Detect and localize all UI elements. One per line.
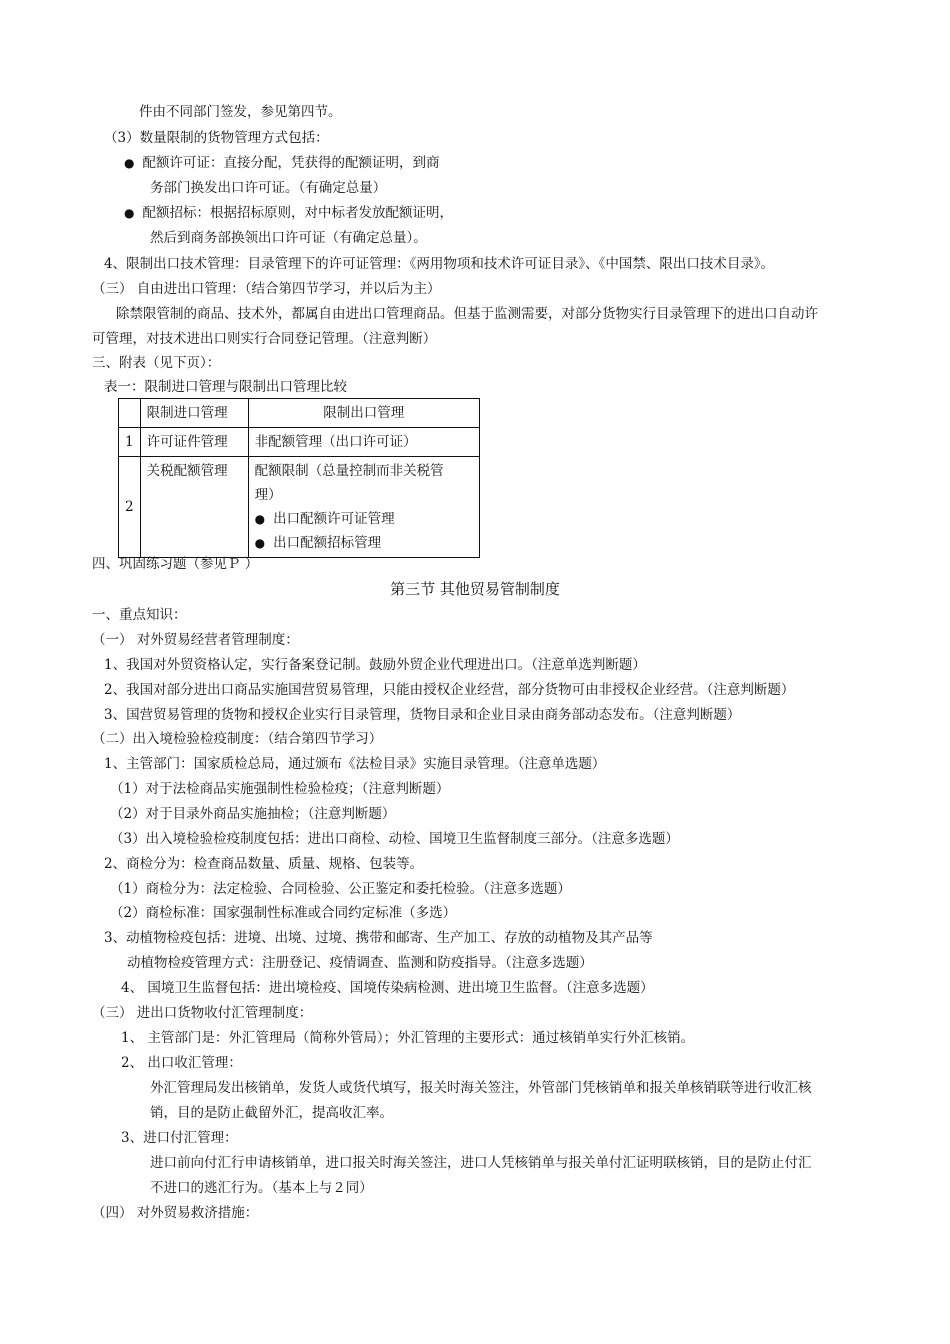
export-line-1: 配额限制（总量控制而非关税管 bbox=[254, 463, 444, 479]
text-line: 件由不同部门签发，参见第四节。 bbox=[139, 104, 342, 120]
table-row bbox=[119, 457, 480, 558]
text-line: 一、重点知识： bbox=[92, 607, 187, 623]
text-line: （三） 进出口货物收付汇管理制度： bbox=[92, 1005, 313, 1021]
text-line: 2、商检分为：检查商品数量、质量、规格、包装等。 bbox=[104, 856, 424, 872]
export-line-2: 理） bbox=[254, 487, 282, 503]
text-line: 1、 主管部门是：外汇管理局（简称外管局）；外汇管理的主要形式：通过核销单实行外汇核销。 bbox=[121, 1030, 695, 1046]
table-cell-export bbox=[248, 457, 479, 558]
text-line: 除禁限管制的商品、技术外，都属自由进出口管理商品。但基于监测需要，对部分货物实行目录管理下的进出口自动许 bbox=[116, 306, 818, 322]
text-line: （3）数量限制的货物管理方式包括： bbox=[104, 130, 329, 146]
table-row-num: 1 bbox=[119, 428, 141, 457]
text-line: （二）出入境检验检疫制度：（结合第四节学习） bbox=[92, 731, 383, 747]
text-line: 4、 国境卫生监督包括：进出境检疫、国境传染病检测、进出境卫生监督。（注意多选题） bbox=[121, 980, 654, 996]
table-cell-import: 许可证件管理 bbox=[140, 428, 248, 457]
text-line: 3、国营贸易管理的货物和授权企业实行目录管理，货物目录和企业目录由商务部动态发布。（注意判断题） bbox=[104, 707, 741, 723]
text-line: （1）对于法检商品实施强制性检验检疫；（注意判断题） bbox=[110, 781, 450, 797]
export-bullet-1: ● 出口配额许可证管理 bbox=[255, 507, 473, 531]
table-header-row bbox=[119, 399, 480, 428]
text-line: （3）出入境检验检疫制度包括：进出口商检、动检、国境卫生监督制度三部分。（注意多选题） bbox=[110, 831, 679, 847]
text-line: 进口前向付汇行申请核销单，进口报关时海关签注，进口人凭核销单与报关单付汇证明联核销，目的是防止付汇 bbox=[150, 1155, 812, 1171]
text-line: 不进口的逃汇行为。（基本上与２同） bbox=[150, 1180, 373, 1196]
table-row-num: 2 bbox=[119, 457, 141, 558]
text-line: 3、进口付汇管理： bbox=[121, 1130, 238, 1146]
text-line: （三） 自由进出口管理：（结合第四节学习，并以后为主） bbox=[92, 281, 441, 297]
text-line: 2、我国对部分进出口商品实施国营贸易管理，只能由授权企业经营，部分货物可由非授权企业经营。（注意判断题） bbox=[104, 682, 795, 698]
text-line: （一） 对外贸易经营者管理制度： bbox=[92, 632, 299, 648]
text-line: 3、动植物检疫包括：进境、出境、过境、携带和邮寄、生产加工、存放的动植物及其产品等 bbox=[104, 930, 653, 946]
table-header-import: 限制进口管理 bbox=[140, 399, 248, 428]
text-line: 外汇管理局发出核销单，发货人或货代填写，报关时海关签注，外管部门凭核销单和报关单核销联等进行收汇核 bbox=[150, 1080, 812, 1096]
exercise-heading: 四、巩固练习题（参见Ｐ ） bbox=[92, 556, 259, 572]
table-cell-export: 非配额管理（出口许可证） bbox=[248, 428, 479, 457]
text-line: 4、限制出口技术管理：目录管理下的许可证管理：《两用物项和技术许可证目录》、《中国禁、限出口技术目录》。 bbox=[104, 256, 775, 272]
table-header-num bbox=[119, 399, 141, 428]
table-header-export: 限制出口管理 bbox=[248, 399, 479, 428]
text-line: 2、 出口收汇管理： bbox=[121, 1055, 242, 1071]
text-line: 然后到商务部换领出口许可证（有确定总量）。 bbox=[150, 230, 427, 246]
text-line: 可管理，对技术进出口则实行合同登记管理。（注意判断） bbox=[92, 331, 437, 347]
text-line: 1、我国对外贸资格认定，实行备案登记制。鼓励外贸企业代理进出口。（注意单选判断题） bbox=[104, 657, 646, 673]
text-line: 销，目的是防止截留外汇，提高收汇率。 bbox=[150, 1105, 393, 1121]
text-line: （2）商检标准：国家强制性标准或合同约定标准（多选） bbox=[110, 905, 457, 921]
text-line: ● 配额招标：根据招标原则，对中标者发放配额证明， bbox=[124, 203, 453, 223]
comparison-table bbox=[118, 398, 480, 558]
text-line: 三、附表（见下页）： bbox=[92, 355, 221, 371]
export-bullet-2: ● 出口配额招标管理 bbox=[255, 531, 473, 555]
text-line: （四） 对外贸易救济措施： bbox=[92, 1205, 259, 1221]
text-line: （2）对于目录外商品实施抽检；（注意判断题） bbox=[110, 806, 396, 822]
table-cell-import: 关税配额管理 bbox=[140, 457, 248, 558]
text-line: 表一：限制进口管理与限制出口管理比较 bbox=[104, 379, 347, 395]
section-title: 第三节 其他贸易管制制度 bbox=[390, 580, 560, 598]
text-line: ● 配额许可证：直接分配，凭获得的配额证明，到商 bbox=[124, 153, 439, 173]
text-line: （1）商检分为：法定检验、合同检验、公正鉴定和委托检验。（注意多选题） bbox=[110, 881, 571, 897]
text-line: 务部门换发出口许可证。（有确定总量） bbox=[150, 180, 387, 196]
text-line: 1、主管部门：国家质检总局，通过颁布《法检目录》实施目录管理。（注意单选题） bbox=[104, 756, 606, 772]
text-line: 动植物检疫管理方式：注册登记、疫情调查、监测和防疫指导。（注意多选题） bbox=[127, 955, 593, 971]
table-row bbox=[119, 428, 480, 457]
